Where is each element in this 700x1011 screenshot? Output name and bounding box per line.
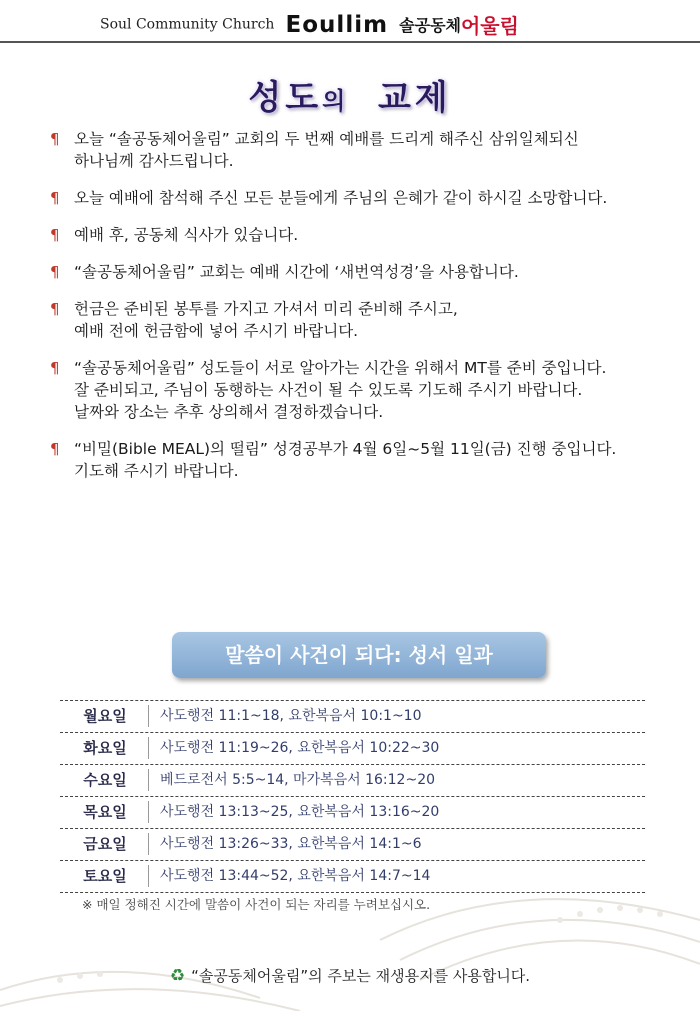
schedule-row <box>60 861 645 893</box>
church-name-korean-accent: 어울림 <box>460 14 519 38</box>
schedule-reading: 베드로전서 5:5~14, 마가복음서 16:12~20 <box>160 772 436 788</box>
pilcrow-icon: ¶ <box>50 130 60 148</box>
church-name-korean: 솔공동체 <box>399 16 461 35</box>
notice-text: 예배 전에 헌금함에 넣어 주시기 바랍니다. <box>74 322 359 340</box>
notice-text: 날짜와 장소는 추후 상의해서 결정하겠습니다. <box>74 403 384 421</box>
notice-text: 기도해 주시기 바랍니다. <box>74 462 239 480</box>
pilcrow-icon: ¶ <box>50 263 60 281</box>
notice-text: “솔공동체어울림” 교회는 예배 시간에 ‘새번역성경’을 사용합니다. <box>74 263 519 281</box>
notice-text: 예배 후, 공동체 식사가 있습니다. <box>74 226 299 244</box>
pilcrow-icon: ¶ <box>50 189 60 207</box>
schedule-day: 금요일 <box>83 835 127 853</box>
schedule-row <box>60 733 645 765</box>
schedule-row <box>60 829 645 861</box>
column-separator <box>148 833 149 855</box>
schedule-day: 수요일 <box>83 771 127 789</box>
footer-text: “솔공동체어울림”의 주보는 재생용지를 사용합니다. <box>191 967 531 985</box>
schedule-reading: 사도행전 13:13~25, 요한복음서 13:16~20 <box>160 804 440 820</box>
column-separator <box>148 801 149 823</box>
notice-list <box>50 128 660 497</box>
column-separator <box>148 769 149 791</box>
header-divider <box>0 41 700 43</box>
schedule-day: 화요일 <box>83 739 127 757</box>
notice-item <box>50 298 660 342</box>
church-logo-text: Eoullim <box>285 11 389 38</box>
notice-text: “솔공동체어울림” 성도들이 서로 알아가는 시간을 위해서 MT를 준비 중입니다. <box>74 359 607 377</box>
church-name-english: Soul Community Church <box>100 16 275 33</box>
notice-text: 오늘 예배에 참석해 주신 모든 분들에게 주님의 은혜가 같이 하시길 소망합니다. <box>74 189 608 207</box>
notice-item <box>50 187 660 209</box>
column-separator <box>148 705 149 727</box>
recycle-icon: ♻ <box>169 966 186 986</box>
church-brand <box>100 10 519 39</box>
schedule-day: 월요일 <box>83 707 127 725</box>
schedule-note: ※ 매일 정해진 시간에 말씀이 사건이 되는 자리를 누려보십시오. <box>82 897 431 912</box>
column-separator <box>148 737 149 759</box>
page-title <box>0 70 700 119</box>
recycled-paper-notice <box>0 965 700 986</box>
schedule-reading: 사도행전 13:44~52, 요한복음서 14:7~14 <box>160 868 431 884</box>
page-header <box>0 0 700 44</box>
notice-text: 하나님께 감사드립니다. <box>74 152 234 170</box>
notice-item <box>50 261 660 283</box>
notice-text: 오늘 “솔공동체어울림” 교회의 두 번째 예배를 드리게 해주신 삼위일체되신 <box>74 130 579 148</box>
notice-item <box>50 438 660 482</box>
schedule-reading: 사도행전 11:1~18, 요한복음서 10:1~10 <box>160 708 422 724</box>
notice-item <box>50 128 660 172</box>
schedule-row <box>60 700 645 733</box>
daily-readings-banner: 말씀이 사건이 되다: 성서 일과 <box>172 632 546 678</box>
schedule-day: 목요일 <box>83 803 127 821</box>
reading-schedule <box>60 700 645 893</box>
pilcrow-icon: ¶ <box>50 300 60 318</box>
page-title-main: 성도 <box>248 78 323 118</box>
notice-text: 잘 준비되고, 주님이 동행하는 사건이 될 수 있도록 기도해 주시기 바랍니다. <box>74 381 583 399</box>
schedule-row <box>60 797 645 829</box>
schedule-reading: 사도행전 13:26~33, 요한복음서 14:1~6 <box>160 836 422 852</box>
column-separator <box>148 865 149 887</box>
page-title-particle: 의 <box>322 87 347 115</box>
schedule-day: 토요일 <box>83 867 127 885</box>
notice-item <box>50 224 660 246</box>
pilcrow-icon: ¶ <box>50 226 60 244</box>
page-title-rest: 교제 <box>377 78 452 118</box>
schedule-reading: 사도행전 11:19~26, 요한복음서 10:22~30 <box>160 740 440 756</box>
pilcrow-icon: ¶ <box>50 359 60 377</box>
notice-item <box>50 357 660 423</box>
pilcrow-icon: ¶ <box>50 440 60 458</box>
notice-text: “비밀(Bible MEAL)의 떨림” 성경공부가 4월 6일~5월 11일(금) 진행 중입니다. <box>74 440 617 458</box>
notice-text: 헌금은 준비된 봉투를 가지고 가셔서 미리 준비해 주시고, <box>74 300 458 318</box>
schedule-row <box>60 765 645 797</box>
